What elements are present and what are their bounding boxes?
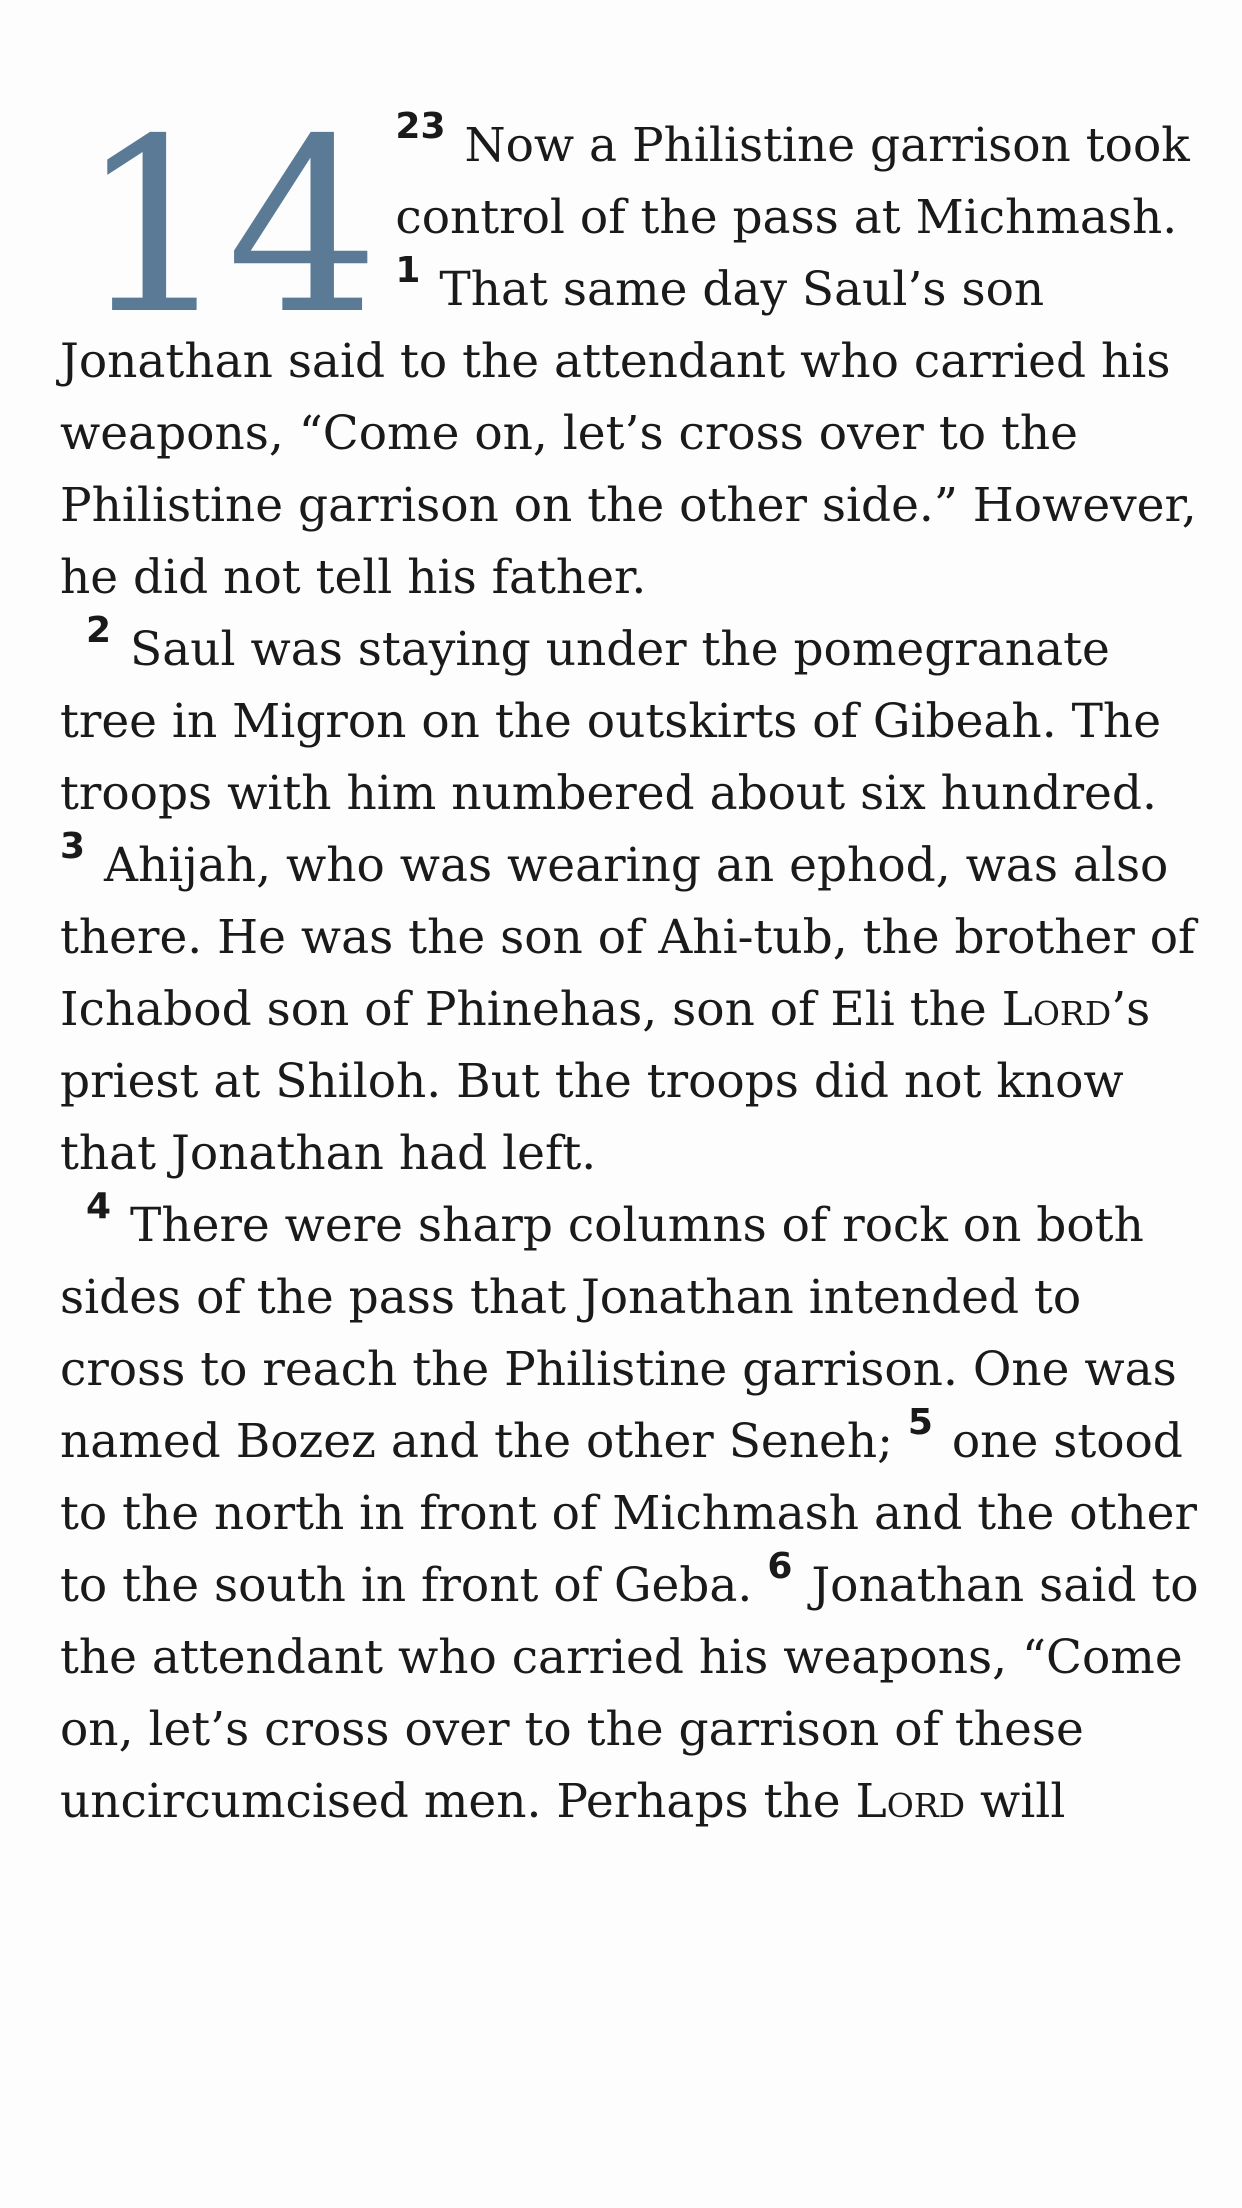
- verse-text-1[interactable]: That same day Saul’s son Jonathan said to the attendant who carried his weapons, “Come on, let’s cross over to the Philistine garrison on the other side.” However, he did not tell his father.: [60, 262, 1197, 605]
- verse-text-3-part-b: ’s priest at Shiloh. But the troops did not know that Jonathan had left.: [60, 982, 1151, 1181]
- verse-text-5[interactable]: one stood to the north in front of Michmash and the other to the south in front of Geba.: [60, 1414, 1197, 1613]
- paragraph-2: [60, 610, 1200, 1190]
- verse-text-3-part-a: Ahijah, who was wearing an ephod, was also there. He was the son of Ahi-tub, the brother of Ichabod son of Phinehas, son of Eli the: [60, 838, 1196, 1037]
- verse-number-2[interactable]: 2: [86, 610, 112, 652]
- verse-text-2[interactable]: Saul was staying under the pomegranate tree in Migron on the outskirts of Gibeah. The troops with him numbered about six hundred.: [60, 622, 1162, 821]
- verse-number-6[interactable]: 6: [767, 1546, 793, 1588]
- divine-name: Lord: [1001, 982, 1112, 1037]
- verse-text-23[interactable]: Now a Philistine garrison took control of the pass at Michmash.: [395, 118, 1190, 245]
- verse-number-4[interactable]: 4: [86, 1186, 112, 1228]
- verse-text-3[interactable]: [60, 838, 1195, 1181]
- divine-name: Lord: [855, 1774, 966, 1829]
- verse-text-6-part-a: Jonathan said to the attendant who carried his weapons, “Come on, let’s cross over to the garrison of these uncircumcised men. Perhaps the: [60, 1558, 1199, 1829]
- chapter-number: 14: [78, 87, 376, 367]
- paragraph-1: [60, 87, 1200, 614]
- chapter-text: [60, 87, 1200, 1838]
- verse-text-6-part-b: will: [965, 1774, 1066, 1829]
- verse-number-23[interactable]: 23: [395, 106, 446, 148]
- verse-number-5[interactable]: 5: [907, 1402, 933, 1444]
- verse-number-1[interactable]: 1: [395, 250, 421, 292]
- paragraph-3: [60, 1186, 1200, 1838]
- verse-text-4[interactable]: There were sharp columns of rock on both sides of the pass that Jonathan intended to cross to reach the Philistine garrison. One was named Bozez and the other Seneh;: [60, 1198, 1177, 1469]
- verse-number-3[interactable]: 3: [60, 826, 86, 868]
